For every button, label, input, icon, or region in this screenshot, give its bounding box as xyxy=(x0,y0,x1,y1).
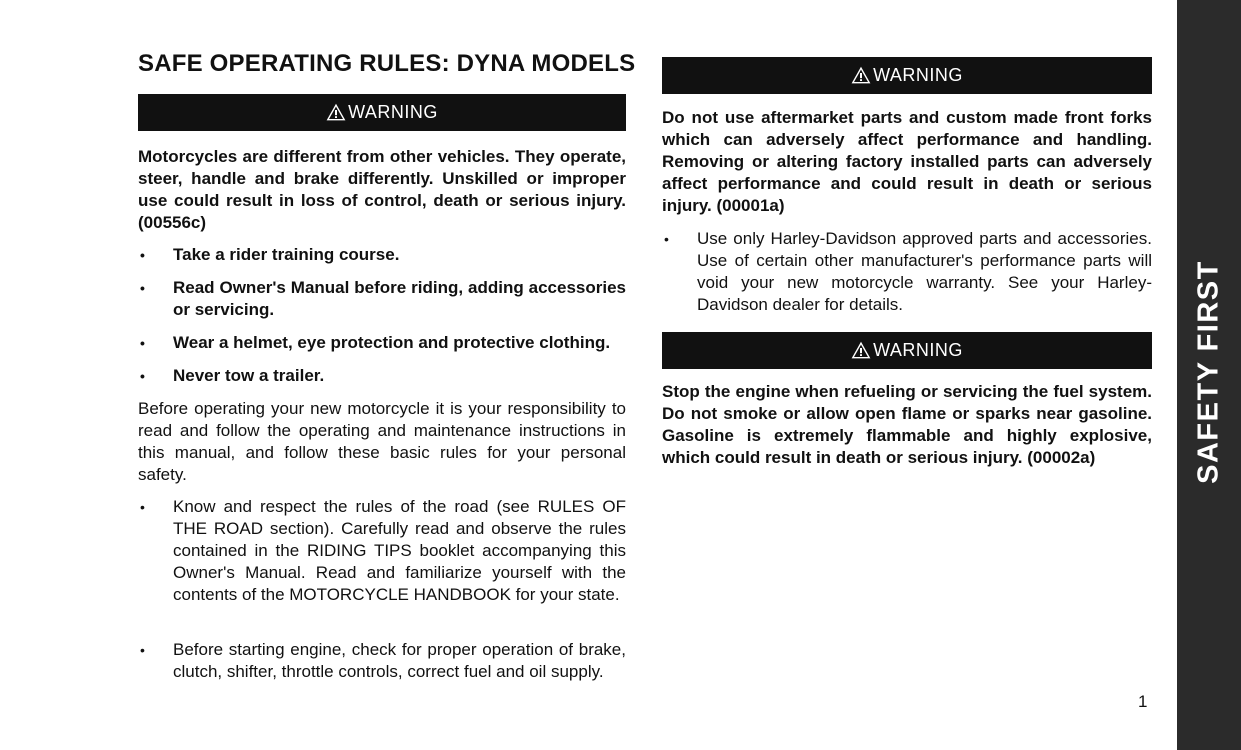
list-item xyxy=(138,244,626,266)
bullet-dot: • xyxy=(664,231,669,247)
warning-triangle-icon xyxy=(326,103,346,121)
rider-bullet-list xyxy=(138,332,626,354)
warning-label: WARNING xyxy=(873,65,963,85)
bullet-text: Use only Harley-Davidson approved parts and accessories. Use of certain other manufacturer's performance parts will void your new motorcycle warranty. See your Harley-Davidson dealer for details. xyxy=(697,229,1152,314)
parts-bullet-list xyxy=(662,228,1152,316)
bullet-text: Wear a helmet, eye protection and protective clothing. xyxy=(173,333,611,352)
bullet-dot: • xyxy=(140,335,145,351)
rider-bullet-list xyxy=(138,365,626,387)
bullet-dot: • xyxy=(140,642,145,658)
list-item xyxy=(138,365,626,387)
bullet-dot: • xyxy=(140,280,145,296)
rider-bullet-list xyxy=(138,277,626,321)
warning-text: Do not use aftermarket parts and custom made front forks which can adversely affect performance and handling. Removing or altering factory installed parts can adversely affect performance and could result in death or serious injury. (00001a) xyxy=(662,108,1152,215)
list-item xyxy=(138,332,626,354)
warning-label: WARNING xyxy=(348,102,438,122)
warning-triangle-icon xyxy=(851,66,871,84)
page-title: SAFE OPERATING RULES: DYNA MODELS xyxy=(138,50,636,77)
bullet-text: Take a rider training course. xyxy=(173,245,400,264)
rules-bullet-list xyxy=(138,639,626,683)
warning-triangle-icon xyxy=(851,341,871,359)
page-number: 1 xyxy=(1138,692,1148,711)
rider-bullet-list xyxy=(138,244,626,266)
warning-label: WARNING xyxy=(873,340,963,360)
bullet-text: Know and respect the rules of the road (see RULES OF THE ROAD section). Carefully read and observe the rules contained in the RIDING TIPS booklet accompanying this Owner's Manual. Read and familiarize yourself with the contents of the MOTORCYCLE HANDBOOK for your state. xyxy=(173,497,626,604)
section-sidebar-tab xyxy=(1177,0,1241,750)
bullet-text: Never tow a trailer. xyxy=(173,366,325,385)
bullet-text: Read Owner's Manual before riding, adding accessories or servicing. xyxy=(173,278,626,319)
bullet-dot: • xyxy=(140,247,145,263)
list-item xyxy=(138,639,626,683)
list-item xyxy=(662,228,1152,316)
warning-banner xyxy=(138,94,626,131)
list-item xyxy=(138,277,626,321)
bullet-dot: • xyxy=(140,368,145,384)
section-label: SAFETY FIRST xyxy=(1192,260,1225,484)
rules-bullet-list xyxy=(138,496,626,606)
bullet-text: Before starting engine, check for proper operation of brake, clutch, shifter, throttle controls, correct fuel and oil supply. xyxy=(173,640,626,681)
warning-text: Motorcycles are different from other vehicles. They operate, steer, handle and brake differently. Unskilled or improper use could result in loss of control, death or serious injury. (00556c) xyxy=(138,147,626,232)
warning-banner xyxy=(662,57,1152,94)
warning-banner xyxy=(662,332,1152,369)
warning-text: Stop the engine when refueling or servicing the fuel system. Do not smoke or allow open flame or sparks near gasoline. Gasoline is extremely flammable and highly explosive, which could result in death or serious injury. (00002a) xyxy=(662,382,1152,467)
list-item xyxy=(138,496,626,606)
bullet-dot: • xyxy=(140,499,145,515)
intro-paragraph: Before operating your new motorcycle it is your responsibility to read and follow the operating and maintenance instructions in this manual, and follow these basic rules for your personal safety. xyxy=(138,399,626,484)
